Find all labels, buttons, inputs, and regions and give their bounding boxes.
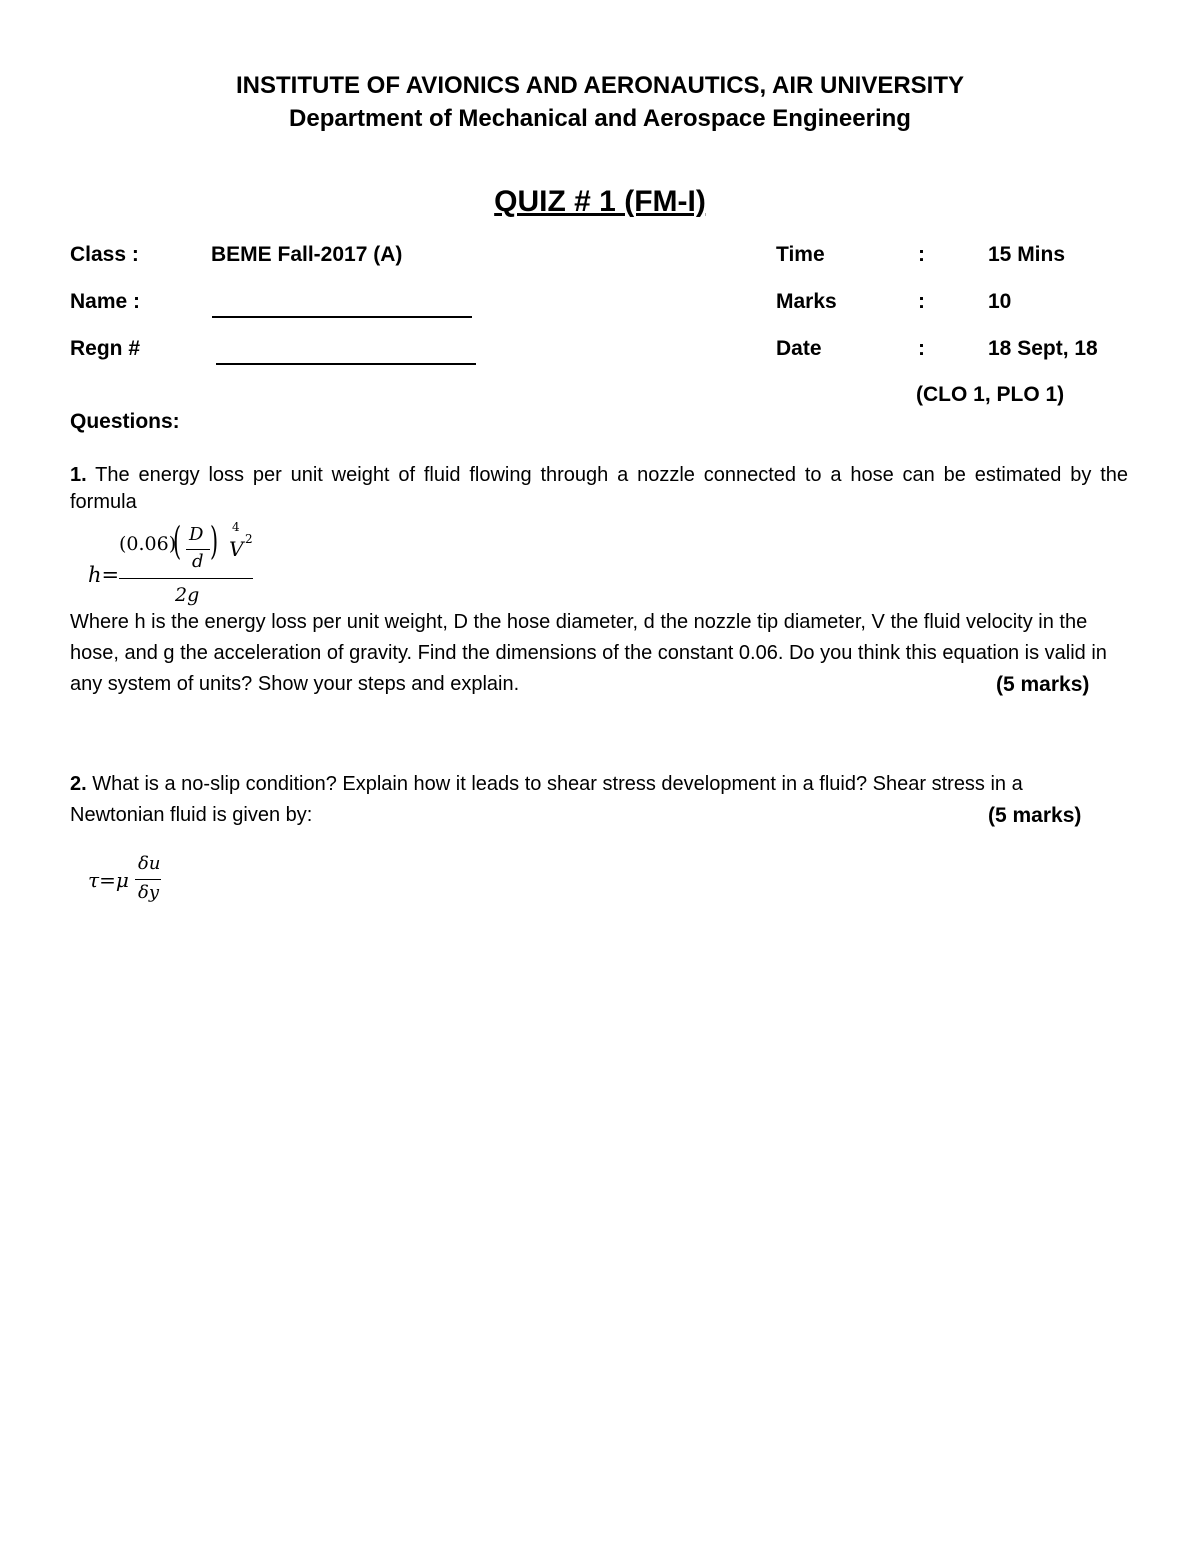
question-1-explanation [70,607,1120,700]
formula-1-inner-denominator: d [192,551,204,572]
time-value: 15 Mins [988,243,1066,266]
date-value: 18 Sept, 18 [988,337,1098,360]
marks-colon: : [918,290,925,313]
question-2 [70,769,1120,831]
clo-plo: (CLO 1, PLO 1) [916,383,1065,406]
question-1-number: 1. [70,464,87,486]
formula-1-denominator: 2g [175,584,200,606]
formula-1-inner-numerator: D [189,524,204,545]
class-value: BEME Fall-2017 (A) [211,243,403,266]
formula-2-denominator: δy [138,882,160,903]
name-blank [212,296,472,318]
question-2-number: 2. [70,773,87,795]
question-1-explanation-text: Where h is the energy loss per unit weight, D the hose diameter, d the nozzle tip diameter, V the fluid velocity in the hose, and g the acceleration of gravity. Find the dimensions of the constant 0.06. Do you think this equation is valid in any system of units? Show your steps and explain. [70,611,1107,695]
question-1 [70,462,1128,516]
question-2-text: What is a no-slip condition? Explain how it leads to shear stress development in a fluid? Shear stress in a Newtonian fluid is given by: [70,773,1023,826]
formula-1-right-paren: ) [210,519,219,563]
time-colon: : [918,243,925,266]
formula-1-velocity-power: 2 [245,532,253,546]
regn-label: Regn # [70,337,141,360]
quiz-title: QUIZ # 1 (FM-I) [494,185,706,218]
formula-1-left-paren: ( [173,519,182,563]
formula-1-fraction-bar [119,578,253,579]
formula-1-velocity: V [229,537,244,561]
question-1-text: The energy loss per unit weight of fluid flowing through a nozzle connected to a hose can be estimated by the formula [70,464,1129,513]
formula-1-lhs: h= [88,563,120,587]
question-1-marks: (5 marks) [996,673,1090,696]
marks-label: Marks [776,290,837,313]
formula-1-constant: (0.06) [119,533,177,555]
question-2-marks: (5 marks) [988,804,1082,827]
regn-blank [216,343,476,365]
time-label: Time [776,243,825,266]
formula-2-fraction-bar [135,879,161,880]
formula-1-power: 4 [232,520,240,534]
formula-1-inner-bar [186,549,210,550]
marks-value: 10 [988,290,1012,313]
questions-heading: Questions: [70,410,180,433]
date-label: Date [776,337,822,360]
formula-2-numerator: δu [138,853,161,874]
date-colon: : [918,337,925,360]
class-label: Class : [70,243,139,266]
formula-2-lhs: τ=μ [88,868,129,892]
department-name: Department of Mechanical and Aerospace Engineering [289,105,911,132]
name-label: Name : [70,290,141,313]
institute-name: INSTITUTE OF AVIONICS AND AERONAUTICS, AIR UNIVERSITY [235,72,965,99]
